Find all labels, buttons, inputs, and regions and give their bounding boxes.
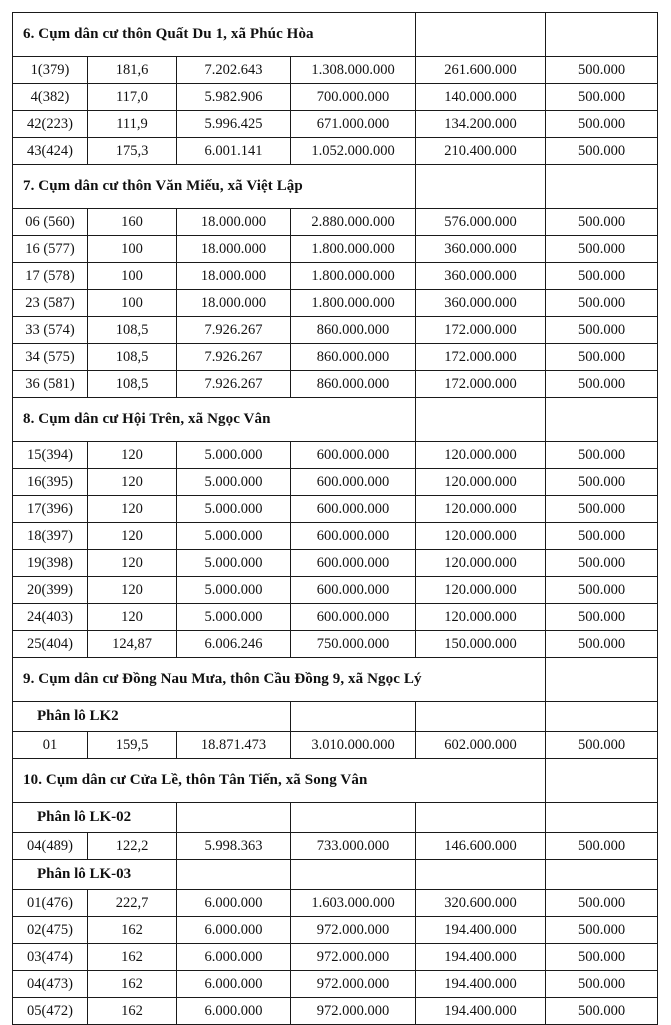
cell-fee: 500.000: [546, 577, 658, 604]
cell-unit_price: 5.000.000: [177, 442, 291, 469]
table-row: [13, 496, 658, 523]
cell-total: 750.000.000: [291, 631, 416, 658]
cell-fee: 500.000: [546, 317, 658, 344]
cell-total: 860.000.000: [291, 344, 416, 371]
cell-deposit: 120.000.000: [416, 442, 546, 469]
cell-deposit: 320.600.000: [416, 890, 546, 917]
cell-area: 120: [88, 604, 177, 631]
cell-area: 117,0: [88, 84, 177, 111]
table-row: [13, 577, 658, 604]
cell-fee: 500.000: [546, 604, 658, 631]
cell-lot_id: 03(474): [13, 944, 88, 971]
cell-area: 100: [88, 263, 177, 290]
cell-fee: 500.000: [546, 442, 658, 469]
cell-total: 1.800.000.000: [291, 236, 416, 263]
cell-area: 162: [88, 917, 177, 944]
table-row: [13, 917, 658, 944]
cell-total: 1.800.000.000: [291, 263, 416, 290]
cell-area: 120: [88, 496, 177, 523]
cell-unit_price: 5.000.000: [177, 550, 291, 577]
cell-fee: 500.000: [546, 496, 658, 523]
empty-cell: [546, 658, 658, 702]
empty-cell: [546, 398, 658, 442]
empty-cell: [291, 702, 416, 732]
cell-deposit: 210.400.000: [416, 138, 546, 165]
cell-unit_price: 5.000.000: [177, 577, 291, 604]
empty-cell: [416, 803, 546, 833]
cell-lot_id: 23 (587): [13, 290, 88, 317]
cell-deposit: 120.000.000: [416, 550, 546, 577]
cell-fee: 500.000: [546, 631, 658, 658]
cell-lot_id: 20(399): [13, 577, 88, 604]
cell-lot_id: 33 (574): [13, 317, 88, 344]
empty-cell: [546, 165, 658, 209]
cell-fee: 500.000: [546, 890, 658, 917]
cell-unit_price: 5.996.425: [177, 111, 291, 138]
cell-area: 120: [88, 550, 177, 577]
cell-fee: 500.000: [546, 944, 658, 971]
cell-total: 600.000.000: [291, 523, 416, 550]
cell-area: 108,5: [88, 317, 177, 344]
cell-area: 108,5: [88, 344, 177, 371]
table-row: [13, 263, 658, 290]
cell-deposit: 360.000.000: [416, 290, 546, 317]
cell-lot_id: 16 (577): [13, 236, 88, 263]
cell-total: 733.000.000: [291, 833, 416, 860]
cell-area: 175,3: [88, 138, 177, 165]
cell-total: 3.010.000.000: [291, 732, 416, 759]
cell-deposit: 360.000.000: [416, 236, 546, 263]
cell-unit_price: 6.006.246: [177, 631, 291, 658]
cell-fee: 500.000: [546, 263, 658, 290]
cell-total: 1.800.000.000: [291, 290, 416, 317]
empty-cell: [546, 860, 658, 890]
cell-total: 972.000.000: [291, 944, 416, 971]
cell-total: 600.000.000: [291, 577, 416, 604]
cell-area: 111,9: [88, 111, 177, 138]
cell-total: 600.000.000: [291, 550, 416, 577]
cell-unit_price: 7.202.643: [177, 57, 291, 84]
cell-total: 2.880.000.000: [291, 209, 416, 236]
cell-lot_id: 16(395): [13, 469, 88, 496]
cell-deposit: 120.000.000: [416, 523, 546, 550]
section-title: 9. Cụm dân cư Đồng Nau Mưa, thôn Cầu Đồng 9, xã Ngọc Lý: [13, 658, 546, 702]
section-header-row: [13, 13, 658, 57]
cell-area: 120: [88, 469, 177, 496]
cell-fee: 500.000: [546, 550, 658, 577]
table-row: [13, 57, 658, 84]
empty-cell: [416, 702, 546, 732]
cell-total: 1.308.000.000: [291, 57, 416, 84]
cell-area: 222,7: [88, 890, 177, 917]
cell-lot_id: 4(382): [13, 84, 88, 111]
cell-lot_id: 01: [13, 732, 88, 759]
cell-deposit: 120.000.000: [416, 577, 546, 604]
cell-unit_price: 6.001.141: [177, 138, 291, 165]
cell-deposit: 172.000.000: [416, 317, 546, 344]
cell-deposit: 140.000.000: [416, 84, 546, 111]
cell-unit_price: 18.000.000: [177, 209, 291, 236]
table-row: [13, 550, 658, 577]
cell-unit_price: 6.000.000: [177, 944, 291, 971]
table-row: [13, 732, 658, 759]
table-row: [13, 317, 658, 344]
cell-lot_id: 06 (560): [13, 209, 88, 236]
cell-total: 600.000.000: [291, 442, 416, 469]
table-row: [13, 998, 658, 1025]
cell-unit_price: 5.000.000: [177, 496, 291, 523]
table-row: [13, 209, 658, 236]
cell-area: 120: [88, 442, 177, 469]
cell-fee: 500.000: [546, 290, 658, 317]
cell-unit_price: 7.926.267: [177, 317, 291, 344]
sub-section-title: Phân lô LK2: [13, 702, 291, 732]
cell-deposit: 172.000.000: [416, 371, 546, 398]
empty-cell: [416, 13, 546, 57]
cell-total: 600.000.000: [291, 496, 416, 523]
cell-fee: 500.000: [546, 138, 658, 165]
table-row: [13, 944, 658, 971]
table-row: [13, 84, 658, 111]
section-header-row: [13, 658, 658, 702]
cell-lot_id: 25(404): [13, 631, 88, 658]
table-row: [13, 236, 658, 263]
cell-lot_id: 18(397): [13, 523, 88, 550]
cell-lot_id: 34 (575): [13, 344, 88, 371]
cell-unit_price: 5.982.906: [177, 84, 291, 111]
cell-deposit: 194.400.000: [416, 944, 546, 971]
cell-area: 120: [88, 577, 177, 604]
table-row: [13, 631, 658, 658]
cell-deposit: 194.400.000: [416, 971, 546, 998]
cell-fee: 500.000: [546, 371, 658, 398]
cell-total: 700.000.000: [291, 84, 416, 111]
cell-deposit: 120.000.000: [416, 496, 546, 523]
cell-unit_price: 6.000.000: [177, 890, 291, 917]
cell-lot_id: 42(223): [13, 111, 88, 138]
cell-unit_price: 7.926.267: [177, 344, 291, 371]
section-header-row: [13, 398, 658, 442]
cell-fee: 500.000: [546, 209, 658, 236]
cell-fee: 500.000: [546, 236, 658, 263]
cell-lot_id: 17(396): [13, 496, 88, 523]
section-header-row: [13, 759, 658, 803]
section-title: 6. Cụm dân cư thôn Quất Du 1, xã Phúc Hòa: [13, 13, 416, 57]
cell-unit_price: 5.000.000: [177, 469, 291, 496]
cell-deposit: 360.000.000: [416, 263, 546, 290]
table-row: [13, 523, 658, 550]
cell-lot_id: 17 (578): [13, 263, 88, 290]
cell-unit_price: 5.998.363: [177, 833, 291, 860]
cell-lot_id: 36 (581): [13, 371, 88, 398]
table-row: [13, 469, 658, 496]
cell-unit_price: 6.000.000: [177, 998, 291, 1025]
cell-unit_price: 18.000.000: [177, 236, 291, 263]
table-row: [13, 290, 658, 317]
cell-deposit: 194.400.000: [416, 998, 546, 1025]
empty-cell: [416, 398, 546, 442]
cell-deposit: 150.000.000: [416, 631, 546, 658]
cell-deposit: 602.000.000: [416, 732, 546, 759]
cell-area: 120: [88, 523, 177, 550]
cell-fee: 500.000: [546, 917, 658, 944]
cell-area: 159,5: [88, 732, 177, 759]
cell-deposit: 146.600.000: [416, 833, 546, 860]
cell-deposit: 194.400.000: [416, 917, 546, 944]
cell-lot_id: 15(394): [13, 442, 88, 469]
cell-area: 100: [88, 236, 177, 263]
cell-area: 124,87: [88, 631, 177, 658]
table-row: [13, 604, 658, 631]
section-header-row: [13, 165, 658, 209]
cell-fee: 500.000: [546, 344, 658, 371]
cell-area: 181,6: [88, 57, 177, 84]
table-row: [13, 833, 658, 860]
empty-cell: [546, 803, 658, 833]
sub-section-header-row: [13, 860, 658, 890]
cell-fee: 500.000: [546, 523, 658, 550]
table-row: [13, 111, 658, 138]
cell-total: 972.000.000: [291, 998, 416, 1025]
cell-fee: 500.000: [546, 111, 658, 138]
cell-total: 600.000.000: [291, 604, 416, 631]
table-row: [13, 138, 658, 165]
empty-cell: [416, 165, 546, 209]
cell-unit_price: 18.000.000: [177, 263, 291, 290]
cell-lot_id: 43(424): [13, 138, 88, 165]
cell-area: 162: [88, 971, 177, 998]
cell-unit_price: 5.000.000: [177, 523, 291, 550]
cell-fee: 500.000: [546, 998, 658, 1025]
sub-section-title: Phân lô LK-03: [13, 860, 177, 890]
empty-cell: [546, 759, 658, 803]
cell-area: 162: [88, 944, 177, 971]
cell-deposit: 134.200.000: [416, 111, 546, 138]
cell-unit_price: 18.000.000: [177, 290, 291, 317]
cell-total: 600.000.000: [291, 469, 416, 496]
cell-deposit: 261.600.000: [416, 57, 546, 84]
cell-fee: 500.000: [546, 469, 658, 496]
empty-cell: [416, 860, 546, 890]
cell-total: 1.052.000.000: [291, 138, 416, 165]
table-row: [13, 371, 658, 398]
table-row: [13, 442, 658, 469]
cell-total: 972.000.000: [291, 917, 416, 944]
cell-unit_price: 5.000.000: [177, 604, 291, 631]
cell-lot_id: 05(472): [13, 998, 88, 1025]
cell-lot_id: 19(398): [13, 550, 88, 577]
cell-unit_price: 6.000.000: [177, 971, 291, 998]
empty-cell: [177, 860, 291, 890]
cell-total: 860.000.000: [291, 371, 416, 398]
cell-deposit: 576.000.000: [416, 209, 546, 236]
cell-deposit: 120.000.000: [416, 604, 546, 631]
cell-lot_id: 1(379): [13, 57, 88, 84]
cell-lot_id: 04(489): [13, 833, 88, 860]
empty-cell: [546, 13, 658, 57]
cell-fee: 500.000: [546, 732, 658, 759]
cell-deposit: 172.000.000: [416, 344, 546, 371]
cell-lot_id: 24(403): [13, 604, 88, 631]
cell-total: 972.000.000: [291, 971, 416, 998]
empty-cell: [291, 803, 416, 833]
table-row: [13, 971, 658, 998]
table-body: [13, 13, 658, 1025]
table-row: [13, 890, 658, 917]
cell-lot_id: 01(476): [13, 890, 88, 917]
section-title: 10. Cụm dân cư Cửa Lề, thôn Tân Tiến, xã Song Vân: [13, 759, 546, 803]
cell-unit_price: 6.000.000: [177, 917, 291, 944]
cell-total: 1.603.000.000: [291, 890, 416, 917]
section-title: 8. Cụm dân cư Hội Trên, xã Ngọc Vân: [13, 398, 416, 442]
cell-area: 100: [88, 290, 177, 317]
empty-cell: [177, 803, 291, 833]
cell-total: 860.000.000: [291, 317, 416, 344]
cell-total: 671.000.000: [291, 111, 416, 138]
cell-deposit: 120.000.000: [416, 469, 546, 496]
land-price-table: [12, 12, 658, 1025]
section-title: 7. Cụm dân cư thôn Văn Miếu, xã Việt Lập: [13, 165, 416, 209]
cell-fee: 500.000: [546, 84, 658, 111]
cell-lot_id: 02(475): [13, 917, 88, 944]
cell-unit_price: 18.871.473: [177, 732, 291, 759]
empty-cell: [291, 860, 416, 890]
cell-fee: 500.000: [546, 833, 658, 860]
cell-fee: 500.000: [546, 971, 658, 998]
cell-area: 122,2: [88, 833, 177, 860]
cell-lot_id: 04(473): [13, 971, 88, 998]
cell-unit_price: 7.926.267: [177, 371, 291, 398]
sub-section-header-row: [13, 702, 658, 732]
cell-fee: 500.000: [546, 57, 658, 84]
cell-area: 108,5: [88, 371, 177, 398]
sub-section-header-row: [13, 803, 658, 833]
cell-area: 160: [88, 209, 177, 236]
empty-cell: [546, 702, 658, 732]
sub-section-title: Phân lô LK-02: [13, 803, 177, 833]
table-row: [13, 344, 658, 371]
cell-area: 162: [88, 998, 177, 1025]
